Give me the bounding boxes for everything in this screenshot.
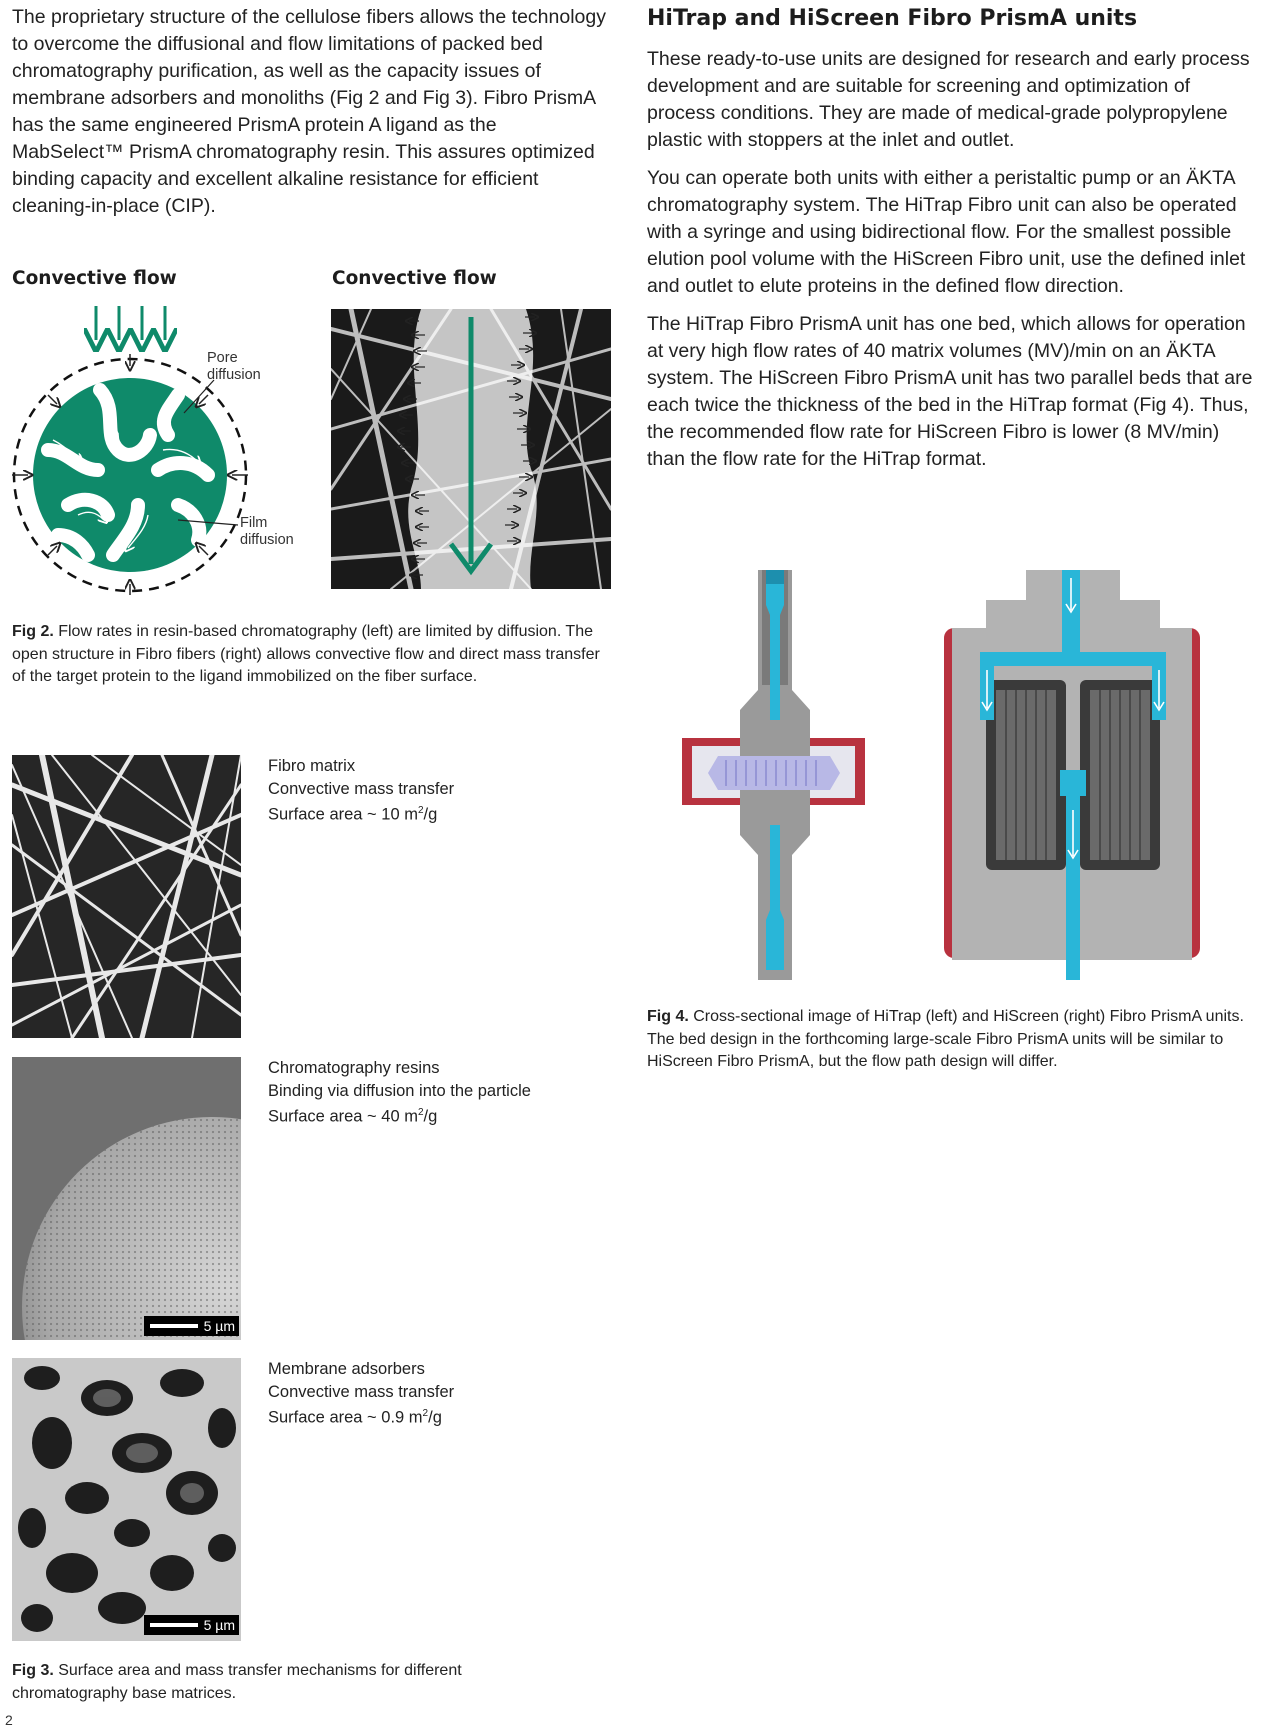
fig2-caption-label: Fig 2. [12,623,54,640]
fig3-caption-label: Fig 3. [12,1662,54,1679]
fig4-caption [647,1006,1253,1074]
right-heading: HiTrap and HiScreen Fibro PrismA units [647,6,1138,31]
resin-sem-image [12,1057,241,1340]
membrane-pores [12,1358,241,1641]
fig2-left-heading: Convective flow [12,268,177,289]
hiscreen-cross-section [940,570,1205,980]
right-paragraph-2: You can operate both units with either a peristaltic pump or an ÄKTA chromatography system. The HiTrap Fibro unit can also be operated with a syringe and using bidirectional flow. For the smallest possible elution pool volume with the HiScreen Fibro unit, use the defined inlet and outlet to elute proteins in the defined flow direction. [647,167,1246,297]
fibro-matrix-fibers [12,755,241,1038]
pore-label-line2: diffusion [207,367,261,383]
fig2-right-heading: Convective flow [332,268,497,289]
fibro-line2: Convective mass transfer [268,779,455,798]
fibro-line1: Fibro matrix [268,757,356,775]
fibro-matrix-image [12,755,241,1038]
film-label-line1: Film [240,515,268,531]
resin-line2: Binding via diffusion into the particle [268,1081,531,1100]
film-diffusion-label [240,515,294,549]
intro-paragraph: The proprietary structure of the cellulose fibers allows the technology to overcome the diffusional and flow limitations of packed bed chromatography purification, as well as the capacity issues of membrane adsorbers and monoliths (Fig 2 and Fig 3). Fibro PrismA has the same engineered PrismA protein A ligand as the MabSelect™ PrismA chromatography resin. This assures optimized binding capacity and excellent alkaline resistance for efficient cleaning-in-place (CIP). [12,6,606,217]
pore-diffusion-label [207,350,261,384]
membrane-label [268,1358,454,1429]
right-paragraph-3: The HiTrap Fibro PrismA unit has one bed, which allows for operation at very high flow rates of 40 matrix volumes (MV)/min on an ÄKTA system. The HiScreen Fibro PrismA unit has two parallel beds that are each twice the thickness of the bed in the HiTrap format (Fig 4). Thus, the recommended flow rate for HiScreen Fibro is lower (8 MV/min) than the flow rate for the HiTrap format. [647,313,1253,470]
fig2-caption [12,621,616,689]
membrane-line2: Convective mass transfer [268,1382,455,1401]
resin-scale-bar [144,1316,239,1336]
resin-label [268,1057,531,1128]
fig3-caption [12,1660,512,1705]
membrane-line1: Membrane adsorbers [268,1360,425,1378]
fiber-flow-diagram [331,309,611,589]
fig2-caption-text: Flow rates in resin-based chromatography (left) are limited by diffusion. The open structure in Fibro fibers (right) allows convective flow and direct mass transfer of the target protein to the ligand immobilized on the fiber surface. [12,623,600,685]
right-body [647,46,1253,484]
scale-bar-line [150,1623,198,1627]
scale-bar-line [150,1324,198,1328]
right-paragraph-1: These ready-to-use units are designed for research and early process development and are suitable for screening and optimization of process conditions. They are made of medical-grade polypropylene plastic with stoppers at the inlet and outlet. [647,48,1250,151]
fig4-caption-label: Fig 4. [647,1008,689,1025]
fig3-caption-text: Surface area and mass transfer mechanisms for different chromatography base matrices. [12,1662,462,1702]
film-label-line2: diffusion [240,532,294,548]
resin-sphere [12,1057,241,1340]
membrane-sem-image [12,1358,241,1641]
hitrap-cross-section [680,570,870,980]
resin-particle-diagram [8,300,308,595]
resin-line1: Chromatography resins [268,1059,440,1077]
membrane-scale-bar [144,1615,239,1635]
fig4-caption-text: Cross-sectional image of HiTrap (left) and HiScreen (right) Fibro PrismA units. The bed design in the forthcoming large-scale Fibro PrismA units will be similar to HiScreen Fibro PrismA, but the flow path design will differ. [647,1008,1244,1070]
membrane-line3: Surface area ~ 0.9 $m^2/g$ [268,1408,442,1427]
membrane-scale-label: 5 µm [203,1617,235,1633]
fibro-line3: Surface area ~ 10 $m^2/g$ [268,805,438,824]
fibro-matrix-label [268,755,454,826]
page-number: 2 [5,1712,13,1728]
resin-scale-label: 5 µm [203,1318,235,1334]
resin-line3: Surface area ~ 40 $m^2/g$ [268,1107,438,1126]
pore-label-line1: Pore [207,350,238,366]
